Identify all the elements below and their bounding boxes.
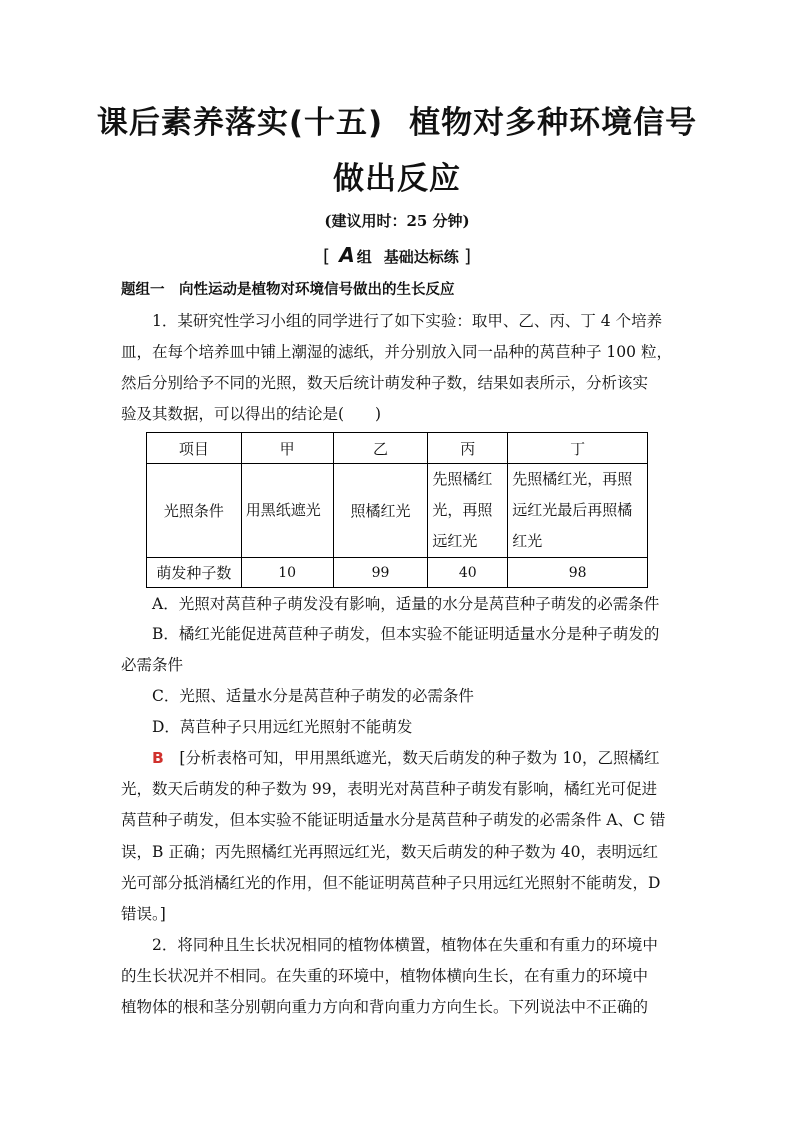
q2-stem-line: 2．将同种且生长状况相同的植物体横置，植物体在失重和有重力的环境中 bbox=[152, 936, 658, 954]
topic-heading: 题组一 向性运动是植物对环境信号做出的生长反应 bbox=[121, 282, 455, 298]
table-header-cell: 甲 bbox=[241, 433, 333, 464]
table-cell: 先照橘红光，再照远红光最后再照橘红光 bbox=[508, 464, 648, 558]
table-cell: 先照橘红光，再照远红光 bbox=[428, 464, 508, 558]
title-part1: 课后素养落实(十五) bbox=[96, 105, 384, 141]
option-b-cont: 必需条件 bbox=[121, 656, 184, 674]
option-b: B．橘红光能促进莴苣种子萌发，但本实验不能证明适量水分是种子萌发的 bbox=[152, 625, 660, 643]
q2-stem-line: 的生长状况并不相同。在失重的环境中，植物体横向生长，在有重力的环境中 bbox=[121, 967, 649, 985]
page-title-line1 bbox=[0, 97, 794, 142]
group-a-badge: A bbox=[339, 243, 355, 267]
explanation-line bbox=[152, 748, 708, 768]
option-c: C．光照、适量水分是莴苣种子萌发的必需条件 bbox=[152, 687, 474, 705]
q1-stem-line: 验及其数据，可以得出的结论是( ) bbox=[121, 405, 382, 423]
group-heading bbox=[0, 243, 794, 267]
experiment-table bbox=[146, 432, 648, 588]
table-row bbox=[147, 464, 648, 558]
table-header-row bbox=[147, 433, 648, 464]
explanation-line: 莴苣种子萌发，但本实验不能证明适量水分是莴苣种子萌发的必需条件 A、C 错 bbox=[121, 811, 666, 829]
option-d: D．莴苣种子只用远红光照射不能萌发 bbox=[152, 718, 413, 736]
answer-letter: B bbox=[152, 749, 164, 767]
page-title-line2: 做出反应 bbox=[333, 161, 461, 197]
explanation-line: 错误。] bbox=[121, 905, 166, 923]
table-cell: 10 bbox=[241, 558, 333, 588]
explanation-line: 光可部分抵消橘红光的作用，但不能证明莴苣种子只用远红光照射不能萌发，D bbox=[121, 874, 661, 892]
q1-stem-line: 然后分别给予不同的光照，数天后统计萌发种子数，结果如表所示，分析该实 bbox=[121, 374, 649, 392]
q1-stem-line: 1．某研究性学习小组的同学进行了如下实验：取甲、乙、丙、丁 4 个培养 bbox=[152, 312, 663, 330]
title-part2: 植物对多种环境信号 bbox=[409, 105, 698, 141]
explanation-text: [分析表格可知，甲用黑纸遮光，数天后萌发的种子数为 10，乙照橘红 bbox=[179, 749, 660, 767]
explanation-line: 光，数天后萌发的种子数为 99，表明光对莴苣种子萌发有影响，橘红光可促进 bbox=[121, 780, 658, 798]
table-cell: 99 bbox=[333, 558, 428, 588]
suggested-time: (建议用时：25 分钟) bbox=[324, 212, 470, 230]
group-label: 组 bbox=[356, 248, 372, 266]
table-cell: 用黑纸遮光 bbox=[241, 464, 333, 558]
table-row bbox=[147, 558, 648, 588]
table-row-label: 光照条件 bbox=[147, 464, 242, 558]
group-name: 基础达标练 bbox=[383, 248, 459, 266]
table-cell: 照橘红光 bbox=[333, 464, 428, 558]
table-header-cell: 丁 bbox=[508, 433, 648, 464]
q1-stem-line: 皿，在每个培养皿中铺上潮湿的滤纸，并分别放入同一品种的莴苣种子 100 粒， bbox=[121, 343, 672, 361]
explanation-line: 误，B 正确；丙先照橘红光再照远红光，数天后萌发的种子数为 40，表明远红 bbox=[121, 843, 658, 861]
table-header-cell: 丙 bbox=[428, 433, 508, 464]
q2-stem-line: 植物体的根和茎分别朝向重力方向和背向重力方向生长。下列说法中不正确的 bbox=[121, 998, 649, 1016]
table-header-cell: 乙 bbox=[333, 433, 428, 464]
table-row-label: 萌发种子数 bbox=[147, 558, 242, 588]
table-cell: 98 bbox=[508, 558, 648, 588]
table-header-cell: 项目 bbox=[147, 433, 242, 464]
bracket-open: [ bbox=[322, 246, 330, 267]
bracket-close: ] bbox=[463, 246, 472, 267]
option-a: A．光照对莴苣种子萌发没有影响，适量的水分是莴苣种子萌发的必需条件 bbox=[152, 595, 660, 613]
table-cell: 40 bbox=[428, 558, 508, 588]
